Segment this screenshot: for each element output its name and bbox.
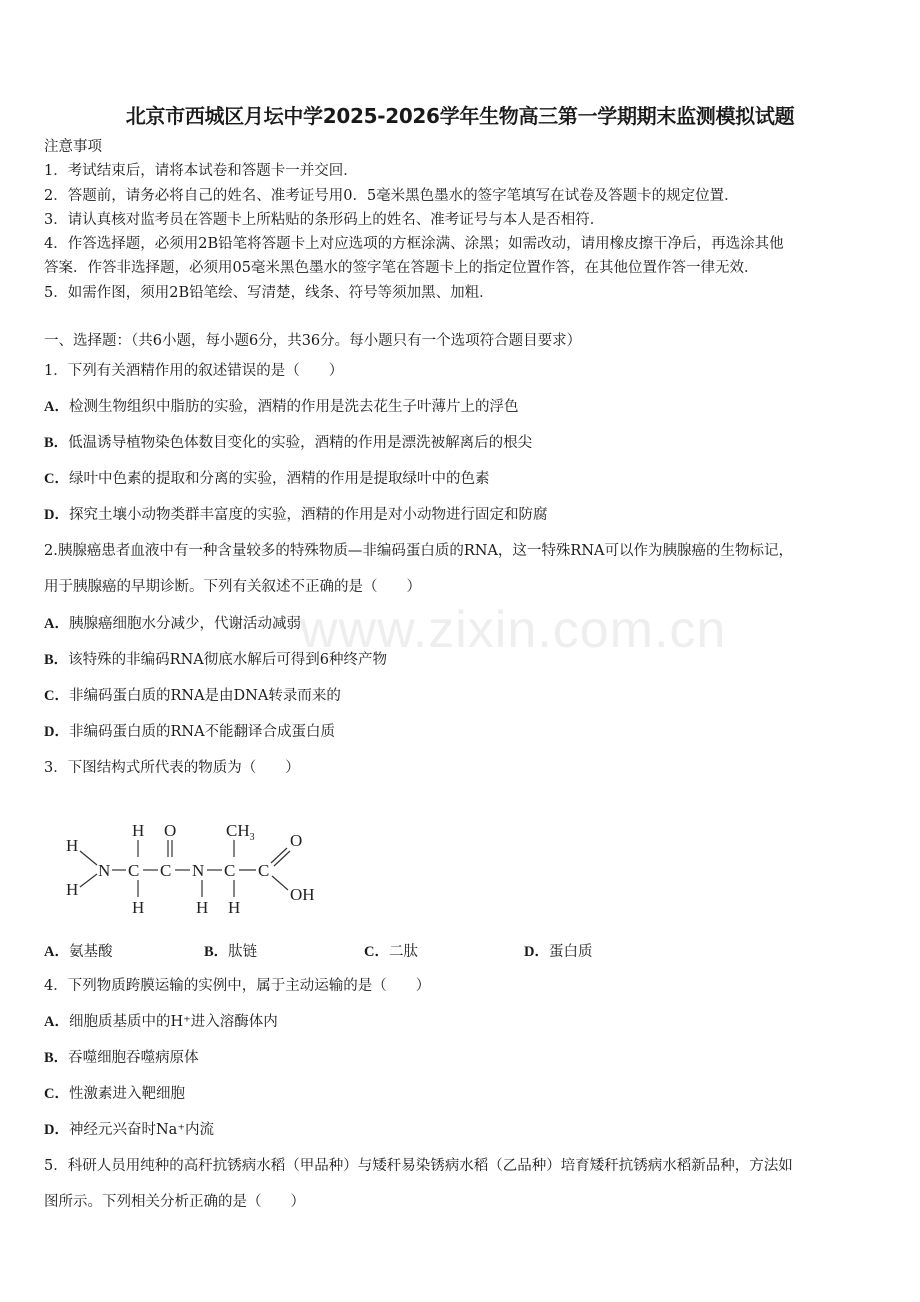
q4-option-b <box>44 1048 880 1068</box>
bond-line <box>80 874 97 887</box>
notice-item: 3．请认真核对监考员在答题卡上所粘贴的条形码上的姓名、准考证号与本人是否相符． <box>44 212 605 228</box>
option-text: 检测生物组织中脂肪的实验，酒精的作用是洗去花生子叶薄片上的浮色 <box>68 399 519 415</box>
option-text: 氨基酸 <box>68 944 113 960</box>
option-text: 探究土壤小动物类群丰富度的实验，酒精的作用是对小动物进行固定和防腐 <box>68 507 548 523</box>
atom-o: O <box>290 831 303 850</box>
option-letter: B． <box>44 435 69 451</box>
question-5-stem-line1: 5．科研人员用纯种的高秆抗锈病水稻（甲品种）与矮秆易染锈病水稻（乙品种）培育矮秆抗锈病水稻新品种，方法如 <box>44 1158 793 1174</box>
question-3-stem: 3．下图结构式所代表的物质为（ ） <box>44 760 300 776</box>
option-letter: A． <box>44 1014 69 1030</box>
atom-h: H <box>66 836 79 855</box>
q4-option-d <box>44 1120 880 1140</box>
atom-c: C <box>258 861 270 880</box>
q2-option-c <box>44 686 880 706</box>
option-letter: D． <box>44 1122 69 1138</box>
notice-item: 答案．作答非选择题，必须用05毫米黑色墨水的签字笔在答题卡上的指定位置作答，在其他位置作答一律无效． <box>44 260 759 276</box>
section-heading: 一、选择题：（共6小题，每小题6分，共36分。每小题只有一个选项符合题目要求） <box>44 333 582 349</box>
option-letter: C． <box>364 944 389 960</box>
q2-option-a <box>44 614 880 634</box>
atom-c: C <box>128 861 140 880</box>
option-text: 神经元兴奋时Na⁺内流 <box>68 1122 214 1138</box>
option-text: 二肽 <box>388 944 418 960</box>
q1-option-a <box>44 397 880 417</box>
atom-h: H <box>132 821 145 840</box>
atom-n: N <box>98 861 111 880</box>
option-letter: B． <box>44 652 69 668</box>
option-letter: A． <box>44 616 69 632</box>
option-text: 胰腺癌细胞水分减少，代谢活动减弱 <box>68 616 301 632</box>
option-letter: C． <box>44 688 69 704</box>
option-letter: D． <box>524 944 549 960</box>
q3-option-c <box>364 940 418 961</box>
question-5-stem-line2: 图所示。下列相关分析正确的是（ ） <box>44 1194 305 1210</box>
bond-line <box>80 851 97 865</box>
hydroxyl-label: OH <box>290 885 315 904</box>
bond-line <box>272 876 288 890</box>
q1-option-b <box>44 433 880 453</box>
option-text: 非编码蛋白质的RNA是由DNA转录而来的 <box>68 688 341 704</box>
option-text: 该特殊的非编码RNA彻底水解后可得到6种终产物 <box>68 652 387 668</box>
atom-n: N <box>192 861 205 880</box>
option-text: 细胞质基质中的H⁺进入溶酶体内 <box>68 1014 278 1030</box>
methyl-label: $CH_3$ <box>226 821 255 843</box>
atom-h: H <box>196 898 209 917</box>
option-text: 吞噬细胞吞噬病原体 <box>68 1050 199 1066</box>
option-text: 非编码蛋白质的RNA不能翻译合成蛋白质 <box>68 724 336 740</box>
option-letter: C． <box>44 1086 69 1102</box>
atom-h: H <box>132 898 145 917</box>
option-letter: B． <box>204 944 229 960</box>
q2-option-b <box>44 650 880 670</box>
notice-item: 5．如需作图，须用2B铅笔绘、写清楚，线条、符号等须加黑、加粗． <box>44 285 494 301</box>
notice-item: 4．作答选择题，必须用2B铅笔将答题卡上对应选项的方框涂满、涂黑；如需改动，请用橡皮擦干净后，再选涂其他 <box>44 236 784 252</box>
atom-o: O <box>164 821 177 840</box>
q3-option-b <box>204 940 257 961</box>
q4-option-c <box>44 1084 880 1104</box>
atom-h: H <box>228 898 241 917</box>
question-2-stem-line1: 2.胰腺癌患者血液中有一种含量较多的特殊物质—非编码蛋白质的RNA，这一特殊RNA可以作为胰腺癌的生物标记， <box>44 543 793 559</box>
question-4-stem: 4．下列物质跨膜运输的实例中，属于主动运输的是（ ） <box>44 978 431 994</box>
atom-c: C <box>224 861 236 880</box>
notice-item: 2．答题前，请务必将自己的姓名、准考证号用0．5毫米黑色墨水的签字笔填写在试卷及答题卡的规定位置． <box>44 188 739 204</box>
q3-option-a <box>44 940 112 961</box>
question-1-stem: 1．下列有关酒精作用的叙述错误的是（ ） <box>44 363 344 379</box>
option-text: 绿叶中色素的提取和分离的实验，酒精的作用是提取绿叶中的色素 <box>68 471 490 487</box>
watermark: www.zixin.com.cn <box>300 601 727 659</box>
option-text: 肽链 <box>228 944 258 960</box>
q1-option-d <box>44 505 880 525</box>
option-letter: B． <box>44 1050 69 1066</box>
dipeptide-structure-diagram <box>62 818 332 918</box>
option-letter: A． <box>44 944 69 960</box>
q1-option-c <box>44 469 880 489</box>
option-letter: D． <box>44 507 69 523</box>
q3-option-d <box>524 940 592 961</box>
atom-h: H <box>66 880 79 899</box>
atom-c: C <box>160 861 172 880</box>
q2-option-d <box>44 722 880 742</box>
q3-options <box>44 940 744 960</box>
q4-option-a <box>44 1012 880 1032</box>
notice-heading: 注意事项 <box>44 139 102 155</box>
question-2-stem-line2: 用于胰腺癌的早期诊断。下列有关叙述不正确的是（ ） <box>44 579 421 595</box>
option-text: 低温诱导植物染色体数目变化的实验，酒精的作用是漂洗被解离后的根尖 <box>68 435 533 451</box>
option-text: 性激素进入靶细胞 <box>68 1086 185 1102</box>
option-letter: A． <box>44 399 69 415</box>
option-text: 蛋白质 <box>548 944 593 960</box>
notice-item: 1．考试结束后，请将本试卷和答题卡一并交回． <box>44 163 358 179</box>
option-letter: D． <box>44 724 69 740</box>
option-letter: C． <box>44 471 69 487</box>
exam-title: 北京市西城区月坛中学2025-2026学年生物高三第一学期期末监测模拟试题 <box>125 104 795 128</box>
